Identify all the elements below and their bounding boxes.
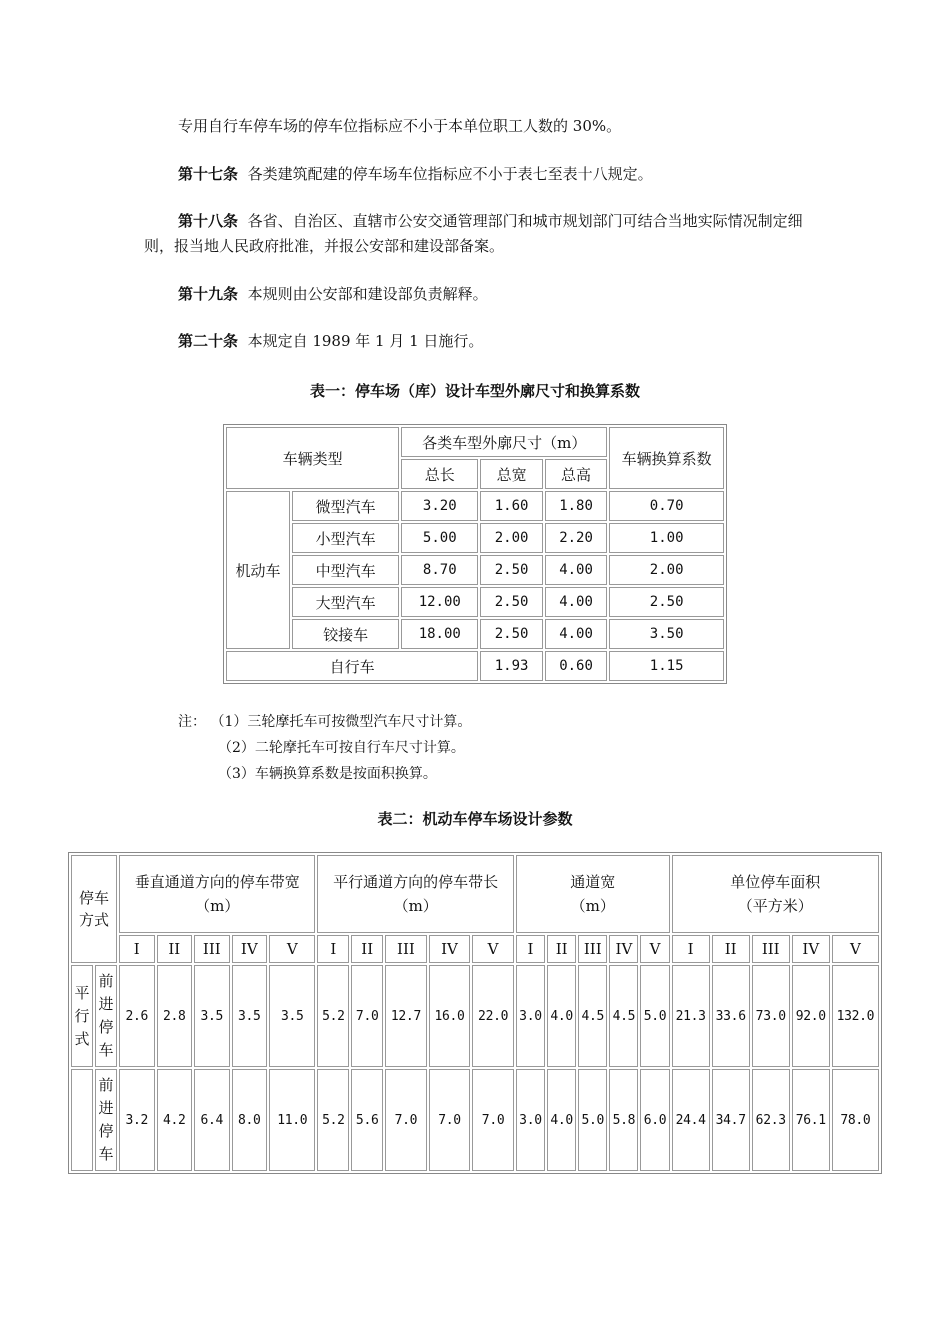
perpendicular-width-value: 3.5 <box>269 965 315 1067</box>
notes-label: 注： <box>178 714 206 730</box>
perpendicular-width-value: 2.6 <box>119 965 155 1067</box>
parallel-length-value: 12.7 <box>385 965 427 1067</box>
header-aisle-width <box>516 855 670 933</box>
aisle-width-value: 3.0 <box>516 1069 545 1171</box>
parallel-length-value: 5.2 <box>317 965 349 1067</box>
class-header: III <box>752 935 790 963</box>
perpendicular-width-value: 4.2 <box>157 1069 193 1171</box>
header-unit: （m） <box>195 897 240 915</box>
height-value: 4.00 <box>545 619 607 649</box>
coefficient-value: 0.70 <box>609 491 724 521</box>
parallel-length-value: 5.2 <box>317 1069 349 1171</box>
header-unit: （平方米） <box>737 897 813 915</box>
aisle-width-value: 4.5 <box>578 965 607 1067</box>
perpendicular-width-value: 8.0 <box>232 1069 268 1171</box>
parking-mode <box>71 1069 93 1171</box>
aisle-width-value: 5.0 <box>578 1069 607 1171</box>
class-header: V <box>269 935 315 963</box>
header-unit-area <box>672 855 879 933</box>
parallel-length-value: 7.0 <box>385 1069 427 1171</box>
article-title: 第二十条 <box>178 332 239 350</box>
perpendicular-width-value: 3.5 <box>232 965 268 1067</box>
height-value: 4.00 <box>545 555 607 585</box>
unit-area-value: 92.0 <box>792 965 830 1067</box>
coefficient-value: 2.00 <box>609 555 724 585</box>
article-17 <box>144 162 824 187</box>
table-row <box>226 523 724 553</box>
table-row <box>71 1069 879 1171</box>
perpendicular-width-value: 3.2 <box>119 1069 155 1171</box>
table-row <box>226 587 724 617</box>
header-height: 总高 <box>545 459 607 489</box>
parallel-length-value: 7.0 <box>351 965 383 1067</box>
header-vehicle-type: 车辆类型 <box>226 427 399 489</box>
class-header: II <box>712 935 750 963</box>
aisle-width-value: 5.8 <box>609 1069 638 1171</box>
coefficient-value: 3.50 <box>609 619 724 649</box>
parking-mode: 平 行 式 <box>71 965 93 1067</box>
article-title: 第十八条 <box>178 212 239 230</box>
header-coefficient: 车辆换算系数 <box>609 427 724 489</box>
coefficient-value: 2.50 <box>609 587 724 617</box>
class-header: I <box>317 935 349 963</box>
header-length: 总长 <box>401 459 478 489</box>
table2-caption: 表二：机动车停车场设计参数 <box>377 810 573 828</box>
unit-area-value: 33.6 <box>712 965 750 1067</box>
parallel-length-value: 7.0 <box>429 1069 471 1171</box>
width-value: 2.50 <box>480 619 542 649</box>
class-header: I <box>119 935 155 963</box>
class-header: V <box>832 935 879 963</box>
aisle-width-value: 4.5 <box>609 965 638 1067</box>
header-perpendicular-width <box>119 855 315 933</box>
unit-area-value: 21.3 <box>672 965 710 1067</box>
table-row <box>226 651 724 681</box>
header-label: 垂直通道方向的停车带宽 <box>134 873 300 891</box>
length-value: 8.70 <box>401 555 478 585</box>
unit-area-value: 78.0 <box>832 1069 879 1171</box>
header-unit: （m） <box>570 897 615 915</box>
coefficient-value: 1.00 <box>609 523 724 553</box>
perpendicular-width-value: 3.5 <box>194 965 230 1067</box>
header-unit: （m） <box>393 897 438 915</box>
parallel-length-value: 7.0 <box>472 1069 514 1171</box>
header-parallel-length <box>317 855 513 933</box>
class-header: III <box>385 935 427 963</box>
class-header: II <box>351 935 383 963</box>
height-value: 1.80 <box>545 491 607 521</box>
class-header: III <box>194 935 230 963</box>
width-value: 0.60 <box>545 651 607 681</box>
height-value: 4.00 <box>545 587 607 617</box>
vehicle-name: 自行车 <box>226 651 478 681</box>
paragraph-text: 专用自行车停车场的停车位指标应不小于本单位职工人数的 30%。 <box>178 117 622 135</box>
perpendicular-width-value: 11.0 <box>269 1069 315 1171</box>
header-label: 平行通道方向的停车带长 <box>333 873 499 891</box>
unit-area-value: 73.0 <box>752 965 790 1067</box>
header-parking-mode: 停车 方式 <box>71 855 117 963</box>
height-value: 2.20 <box>545 523 607 553</box>
article-20 <box>144 329 824 354</box>
class-header: IV <box>609 935 638 963</box>
aisle-width-value: 4.0 <box>547 1069 576 1171</box>
note-item: （1）三轮摩托车可按微型汽车尺寸计算。 <box>210 714 472 730</box>
header-dimensions: 各类车型外廓尺寸（m） <box>401 427 607 457</box>
class-header: V <box>472 935 514 963</box>
parking-submode: 前 进 停 车 <box>95 965 117 1067</box>
aisle-width-value: 4.0 <box>547 965 576 1067</box>
parking-submode: 前 进 停 车 <box>95 1069 117 1171</box>
coefficient-value: 1.15 <box>609 651 724 681</box>
class-header: III <box>578 935 607 963</box>
header-label: 通道宽 <box>570 873 616 891</box>
table1-notes <box>178 709 471 787</box>
table-row <box>226 491 724 521</box>
length-value: 18.00 <box>401 619 478 649</box>
class-header: II <box>157 935 193 963</box>
unit-area-value: 62.3 <box>752 1069 790 1171</box>
vehicle-name: 铰接车 <box>292 619 399 649</box>
table-row <box>226 555 724 585</box>
aisle-width-value: 6.0 <box>640 1069 669 1171</box>
width-value: 2.50 <box>480 587 542 617</box>
width-value: 2.50 <box>480 555 542 585</box>
aisle-width-value: 3.0 <box>516 965 545 1067</box>
vehicle-name: 大型汽车 <box>292 587 399 617</box>
article-text: 各省、自治区、直辖市公安交通管理部门和城市规划部门可结合当地实际情况制定细则，报当地人民政府批准，并报公安部和建设部备案。 <box>144 212 803 255</box>
width-value: 1.60 <box>480 491 542 521</box>
length-value: 3.20 <box>401 491 478 521</box>
vehicle-dimension-table <box>223 424 727 684</box>
article-title: 第十九条 <box>178 285 239 303</box>
perpendicular-width-value: 6.4 <box>194 1069 230 1171</box>
unit-area-value: 34.7 <box>712 1069 750 1171</box>
class-header-row <box>71 935 879 963</box>
class-header: V <box>640 935 669 963</box>
article-text: 本规定自 1989 年 1 月 1 日施行。 <box>247 332 484 350</box>
note-item: （3）车辆换算系数是按面积换算。 <box>218 766 437 782</box>
unit-area-value: 132.0 <box>832 965 879 1067</box>
unit-area-value: 76.1 <box>792 1069 830 1171</box>
paragraph-bicycle-parking <box>144 114 824 139</box>
length-value: 1.93 <box>480 651 542 681</box>
perpendicular-width-value: 2.8 <box>157 965 193 1067</box>
article-18 <box>144 209 824 259</box>
header-label: 单位停车面积 <box>730 873 821 891</box>
header-width: 总宽 <box>480 459 542 489</box>
class-header: IV <box>429 935 471 963</box>
table-row <box>226 619 724 649</box>
vehicle-name: 小型汽车 <box>292 523 399 553</box>
parallel-length-value: 16.0 <box>429 965 471 1067</box>
unit-area-value: 24.4 <box>672 1069 710 1171</box>
aisle-width-value: 5.0 <box>640 965 669 1067</box>
article-text: 本规则由公安部和建设部负责解释。 <box>247 285 488 303</box>
vehicle-name: 微型汽车 <box>292 491 399 521</box>
vehicle-name: 中型汽车 <box>292 555 399 585</box>
table-row <box>71 965 879 1067</box>
parking-design-table <box>68 852 882 1174</box>
group-motor-vehicle: 机动车 <box>226 491 290 649</box>
length-value: 12.00 <box>401 587 478 617</box>
article-19 <box>144 282 824 307</box>
class-header: II <box>547 935 576 963</box>
article-title: 第十七条 <box>178 165 239 183</box>
class-header: IV <box>232 935 268 963</box>
class-header: I <box>672 935 710 963</box>
class-header: IV <box>792 935 830 963</box>
class-header: I <box>516 935 545 963</box>
article-text: 各类建筑配建的停车场车位指标应不小于表七至表十八规定。 <box>247 165 653 183</box>
note-item: （2）二轮摩托车可按自行车尺寸计算。 <box>218 740 465 756</box>
length-value: 5.00 <box>401 523 478 553</box>
width-value: 2.00 <box>480 523 542 553</box>
parallel-length-value: 5.6 <box>351 1069 383 1171</box>
table1-caption: 表一：停车场（库）设计车型外廓尺寸和换算系数 <box>309 382 640 400</box>
parallel-length-value: 22.0 <box>472 965 514 1067</box>
